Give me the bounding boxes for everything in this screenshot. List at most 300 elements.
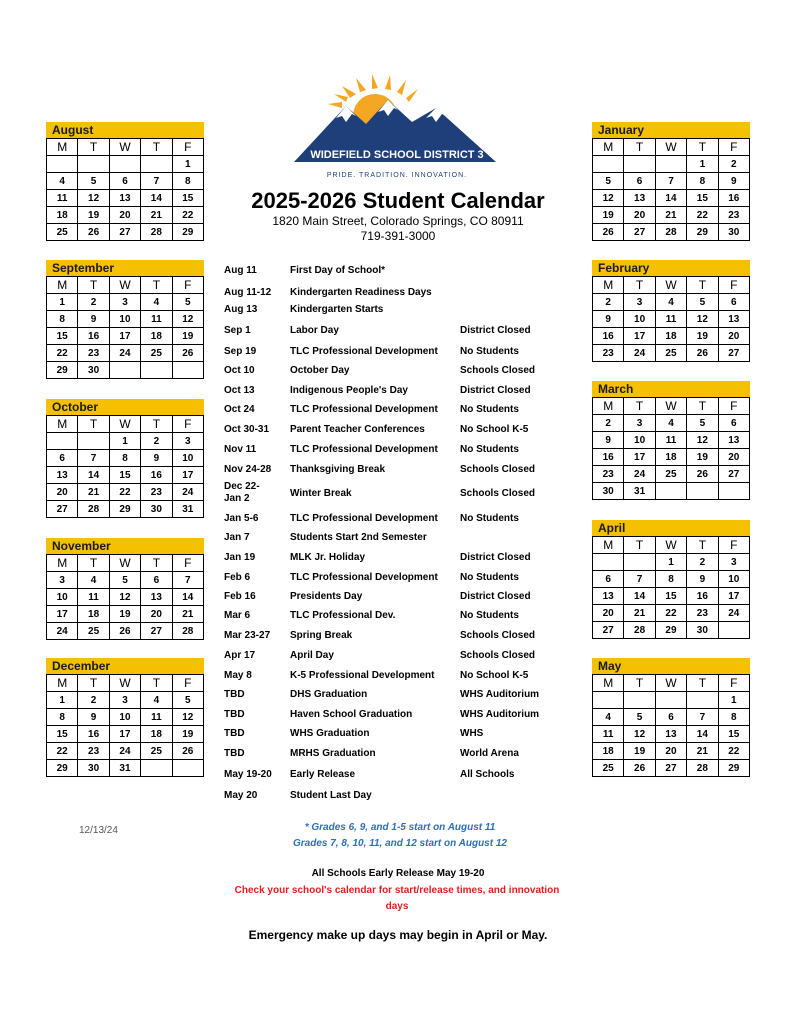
day-cell: 23 <box>718 207 749 224</box>
day-cell: 13 <box>718 311 749 328</box>
day-cell: 4 <box>141 692 172 709</box>
day-cell: 15 <box>47 328 78 345</box>
month-name: October <box>46 399 204 415</box>
day-cell: 27 <box>624 224 655 241</box>
weekday-header: F <box>172 139 203 156</box>
day-cell: 8 <box>47 311 78 328</box>
day-cell: 23 <box>141 484 172 501</box>
day-cell: 23 <box>78 345 109 362</box>
district-tagline: PRIDE. TRADITION. INNOVATION. <box>326 172 468 179</box>
day-cell: 29 <box>687 224 718 241</box>
week-row <box>593 345 750 362</box>
day-cell: 20 <box>109 207 140 224</box>
day-cell: 9 <box>141 450 172 467</box>
day-cell: 9 <box>78 709 109 726</box>
day-cell: 9 <box>593 311 624 328</box>
month-grid <box>46 554 204 640</box>
weekday-header: W <box>655 139 686 156</box>
day-cell: 7 <box>78 450 109 467</box>
day-cell: 24 <box>47 623 78 640</box>
day-cell: 12 <box>109 589 140 606</box>
weekday-header: W <box>655 398 686 415</box>
day-cell: 28 <box>78 501 109 518</box>
week-row <box>47 589 204 606</box>
week-row <box>593 760 750 777</box>
weekday-header: M <box>47 277 78 294</box>
day-cell: 17 <box>109 726 140 743</box>
weekday-header: T <box>624 398 655 415</box>
day-cell: 22 <box>47 743 78 760</box>
weekday-header: T <box>687 675 718 692</box>
week-row <box>47 572 204 589</box>
day-cell: 18 <box>593 743 624 760</box>
month-name: November <box>46 538 204 554</box>
day-cell: 8 <box>47 709 78 726</box>
weekday-header: M <box>593 398 624 415</box>
weekday-header: T <box>687 398 718 415</box>
week-row <box>593 554 750 571</box>
weekday-header: M <box>47 139 78 156</box>
day-cell: 26 <box>172 743 203 760</box>
day-cell: 19 <box>687 449 718 466</box>
day-cell: 25 <box>655 466 686 483</box>
day-cell: 14 <box>655 190 686 207</box>
day-cell: 17 <box>109 328 140 345</box>
day-cell: 3 <box>624 415 655 432</box>
day-cell: 25 <box>655 345 686 362</box>
day-cell <box>172 760 203 777</box>
day-cell: 21 <box>141 207 172 224</box>
week-row <box>593 190 750 207</box>
weekday-header: T <box>78 139 109 156</box>
week-row <box>47 726 204 743</box>
weekday-header: M <box>47 675 78 692</box>
day-cell: 1 <box>687 156 718 173</box>
day-cell: 5 <box>172 692 203 709</box>
day-cell: 20 <box>47 484 78 501</box>
day-cell: 7 <box>655 173 686 190</box>
day-cell: 18 <box>141 726 172 743</box>
weekday-header: T <box>141 416 172 433</box>
week-row <box>593 709 750 726</box>
week-row <box>593 743 750 760</box>
day-cell: 21 <box>78 484 109 501</box>
weekday-header: T <box>687 139 718 156</box>
day-cell: 26 <box>78 224 109 241</box>
day-cell <box>141 362 172 379</box>
day-cell: 12 <box>624 726 655 743</box>
day-cell: 20 <box>655 743 686 760</box>
day-cell: 18 <box>78 606 109 623</box>
weekday-header: W <box>655 675 686 692</box>
day-cell <box>624 156 655 173</box>
day-cell: 6 <box>718 415 749 432</box>
day-cell: 5 <box>109 572 140 589</box>
day-cell: 20 <box>718 449 749 466</box>
day-cell: 18 <box>655 449 686 466</box>
day-cell: 20 <box>593 605 624 622</box>
day-cell: 30 <box>78 760 109 777</box>
day-cell: 6 <box>624 173 655 190</box>
week-row <box>593 692 750 709</box>
day-cell: 22 <box>687 207 718 224</box>
weekday-header: T <box>78 277 109 294</box>
weekday-header: M <box>593 675 624 692</box>
week-row <box>47 362 204 379</box>
day-cell: 28 <box>687 760 718 777</box>
day-cell <box>78 156 109 173</box>
day-cell: 22 <box>172 207 203 224</box>
month-grid <box>592 397 750 500</box>
day-cell: 17 <box>624 449 655 466</box>
day-cell: 7 <box>624 571 655 588</box>
day-cell: 24 <box>624 345 655 362</box>
week-row <box>47 207 204 224</box>
day-cell: 20 <box>718 328 749 345</box>
day-cell <box>687 483 718 500</box>
month-grid <box>46 674 204 777</box>
day-cell: 2 <box>593 415 624 432</box>
day-cell: 29 <box>47 760 78 777</box>
month-name: August <box>46 122 204 138</box>
day-cell: 28 <box>624 622 655 639</box>
day-cell: 6 <box>47 450 78 467</box>
day-cell: 7 <box>687 709 718 726</box>
month-september <box>46 260 204 379</box>
weekday-header: W <box>109 139 140 156</box>
month-december <box>46 658 204 777</box>
day-cell: 11 <box>141 709 172 726</box>
month-name: January <box>592 122 750 138</box>
week-row <box>47 173 204 190</box>
day-cell: 12 <box>593 190 624 207</box>
day-cell: 20 <box>141 606 172 623</box>
week-row <box>593 588 750 605</box>
day-cell: 10 <box>172 450 203 467</box>
day-cell: 8 <box>172 173 203 190</box>
day-cell: 10 <box>47 589 78 606</box>
day-cell: 6 <box>109 173 140 190</box>
day-cell <box>109 362 140 379</box>
day-cell: 31 <box>624 483 655 500</box>
month-november <box>46 538 204 640</box>
day-cell: 26 <box>624 760 655 777</box>
day-cell: 8 <box>109 450 140 467</box>
day-cell: 31 <box>172 501 203 518</box>
month-february <box>592 260 750 362</box>
day-cell: 12 <box>78 190 109 207</box>
month-may <box>592 658 750 777</box>
day-cell: 13 <box>47 467 78 484</box>
page-title: 2025-2026 Student Calendar <box>251 188 545 213</box>
day-cell: 18 <box>141 328 172 345</box>
month-name: April <box>592 520 750 536</box>
day-cell: 27 <box>141 623 172 640</box>
day-cell: 13 <box>109 190 140 207</box>
day-cell: 29 <box>172 224 203 241</box>
day-cell: 16 <box>593 328 624 345</box>
day-cell: 3 <box>109 294 140 311</box>
grade-start-note-1: * Grades 6, 9, and 1-5 start on August 11 <box>304 822 496 833</box>
month-name: September <box>46 260 204 276</box>
day-cell: 24 <box>109 345 140 362</box>
week-row <box>47 345 204 362</box>
address: 1820 Main Street, Colorado Springs, CO 80911 <box>272 214 524 228</box>
day-cell: 27 <box>718 466 749 483</box>
day-cell: 4 <box>47 173 78 190</box>
day-cell: 13 <box>141 589 172 606</box>
day-cell: 17 <box>718 588 749 605</box>
day-cell: 23 <box>78 743 109 760</box>
weekday-header: F <box>718 537 749 554</box>
day-cell <box>47 156 78 173</box>
day-cell: 13 <box>718 432 749 449</box>
day-cell: 30 <box>78 362 109 379</box>
week-row <box>47 692 204 709</box>
week-row <box>47 190 204 207</box>
weekday-header: F <box>172 675 203 692</box>
day-cell: 17 <box>172 467 203 484</box>
day-cell: 16 <box>78 726 109 743</box>
weekday-header: M <box>47 555 78 572</box>
day-cell <box>47 433 78 450</box>
day-cell: 3 <box>624 294 655 311</box>
day-cell: 10 <box>718 571 749 588</box>
day-cell: 10 <box>109 311 140 328</box>
day-cell: 1 <box>655 554 686 571</box>
day-cell: 18 <box>655 328 686 345</box>
day-cell: 4 <box>655 415 686 432</box>
day-cell: 4 <box>141 294 172 311</box>
day-cell: 23 <box>593 345 624 362</box>
month-name: February <box>592 260 750 276</box>
week-row <box>47 484 204 501</box>
day-cell: 25 <box>141 743 172 760</box>
weekday-header: W <box>109 555 140 572</box>
day-cell: 15 <box>47 726 78 743</box>
day-cell <box>718 483 749 500</box>
month-august <box>46 122 204 241</box>
day-cell: 7 <box>141 173 172 190</box>
weekday-header: T <box>141 675 172 692</box>
week-row <box>47 450 204 467</box>
day-cell <box>593 692 624 709</box>
day-cell: 26 <box>687 466 718 483</box>
day-cell: 11 <box>655 432 686 449</box>
day-cell: 19 <box>172 726 203 743</box>
weekday-header: T <box>141 555 172 572</box>
week-row <box>47 760 204 777</box>
day-cell: 21 <box>687 743 718 760</box>
day-cell: 14 <box>687 726 718 743</box>
day-cell: 30 <box>593 483 624 500</box>
day-cell: 12 <box>172 311 203 328</box>
day-cell: 14 <box>172 589 203 606</box>
weekday-header: T <box>624 139 655 156</box>
day-cell: 25 <box>47 224 78 241</box>
day-cell: 14 <box>141 190 172 207</box>
day-cell: 27 <box>593 622 624 639</box>
day-cell: 4 <box>78 572 109 589</box>
weekday-header: M <box>593 139 624 156</box>
week-row <box>47 156 204 173</box>
day-cell: 27 <box>47 501 78 518</box>
day-cell: 25 <box>141 345 172 362</box>
day-cell <box>593 554 624 571</box>
weekday-header: T <box>78 675 109 692</box>
day-cell: 27 <box>718 345 749 362</box>
day-cell: 1 <box>109 433 140 450</box>
week-row <box>593 415 750 432</box>
day-cell: 13 <box>624 190 655 207</box>
day-cell: 19 <box>593 207 624 224</box>
day-cell: 30 <box>141 501 172 518</box>
day-cell: 27 <box>655 760 686 777</box>
day-cell: 6 <box>655 709 686 726</box>
day-cell: 24 <box>172 484 203 501</box>
month-grid <box>46 276 204 379</box>
month-grid <box>592 674 750 777</box>
day-cell: 15 <box>687 190 718 207</box>
day-cell: 11 <box>78 589 109 606</box>
week-row <box>593 449 750 466</box>
month-grid <box>592 536 750 639</box>
week-row <box>593 207 750 224</box>
day-cell: 15 <box>718 726 749 743</box>
day-cell: 19 <box>687 328 718 345</box>
day-cell: 2 <box>687 554 718 571</box>
day-cell: 17 <box>624 328 655 345</box>
day-cell: 19 <box>109 606 140 623</box>
week-row <box>47 743 204 760</box>
day-cell: 4 <box>655 294 686 311</box>
day-cell: 5 <box>687 415 718 432</box>
day-cell: 4 <box>593 709 624 726</box>
day-cell: 8 <box>655 571 686 588</box>
date-stamp: 12/13/24 <box>79 825 118 836</box>
day-cell <box>78 433 109 450</box>
day-cell: 11 <box>141 311 172 328</box>
day-cell: 22 <box>655 605 686 622</box>
month-name: March <box>592 381 750 397</box>
day-cell: 5 <box>78 173 109 190</box>
weekday-header: W <box>109 277 140 294</box>
weekday-header: T <box>141 277 172 294</box>
day-cell: 15 <box>109 467 140 484</box>
day-cell: 16 <box>593 449 624 466</box>
day-cell: 14 <box>624 588 655 605</box>
weekday-header: F <box>172 555 203 572</box>
day-cell: 26 <box>109 623 140 640</box>
day-cell: 10 <box>624 432 655 449</box>
day-cell: 12 <box>687 311 718 328</box>
day-cell: 23 <box>593 466 624 483</box>
day-cell: 3 <box>718 554 749 571</box>
week-row <box>593 311 750 328</box>
day-cell: 28 <box>172 623 203 640</box>
day-cell: 19 <box>624 743 655 760</box>
month-name: May <box>592 658 750 674</box>
weekday-header: T <box>78 555 109 572</box>
week-row <box>47 311 204 328</box>
week-row <box>593 571 750 588</box>
day-cell <box>624 554 655 571</box>
day-cell: 11 <box>47 190 78 207</box>
week-row <box>593 173 750 190</box>
month-march <box>592 381 750 500</box>
day-cell <box>655 483 686 500</box>
day-cell: 24 <box>109 743 140 760</box>
day-cell: 29 <box>109 501 140 518</box>
day-cell: 8 <box>718 709 749 726</box>
weekday-header: T <box>78 416 109 433</box>
day-cell: 2 <box>718 156 749 173</box>
day-cell: 1 <box>718 692 749 709</box>
day-cell: 13 <box>593 588 624 605</box>
check-calendar-note: Check your school's calendar for start/release times, and innovation days <box>234 885 560 912</box>
weekday-header: F <box>172 416 203 433</box>
day-cell: 6 <box>141 572 172 589</box>
weekday-header: M <box>593 537 624 554</box>
weekday-header: M <box>593 277 624 294</box>
day-cell <box>109 156 140 173</box>
day-cell: 5 <box>172 294 203 311</box>
day-cell <box>593 156 624 173</box>
day-cell: 19 <box>78 207 109 224</box>
day-cell: 19 <box>172 328 203 345</box>
month-grid <box>46 415 204 518</box>
weekday-header: F <box>718 675 749 692</box>
day-cell: 28 <box>655 224 686 241</box>
day-cell: 3 <box>109 692 140 709</box>
weekday-header: F <box>718 277 749 294</box>
month-grid <box>592 138 750 241</box>
day-cell: 13 <box>655 726 686 743</box>
week-row <box>593 622 750 639</box>
weekday-header: W <box>109 675 140 692</box>
day-cell: 1 <box>172 156 203 173</box>
day-cell: 5 <box>593 173 624 190</box>
day-cell: 2 <box>141 433 172 450</box>
day-cell: 30 <box>687 622 718 639</box>
day-cell: 26 <box>687 345 718 362</box>
day-cell: 29 <box>47 362 78 379</box>
day-cell: 5 <box>624 709 655 726</box>
day-cell: 21 <box>624 605 655 622</box>
week-row <box>47 709 204 726</box>
week-row <box>593 466 750 483</box>
emergency-note: Emergency make up days may begin in April or May. <box>248 928 548 942</box>
week-row <box>593 483 750 500</box>
week-row <box>593 432 750 449</box>
day-cell: 22 <box>109 484 140 501</box>
day-cell: 21 <box>655 207 686 224</box>
day-cell <box>172 362 203 379</box>
mountain-sun-logo-icon <box>290 64 504 184</box>
week-row <box>47 224 204 241</box>
day-cell: 24 <box>624 466 655 483</box>
weekday-header: F <box>172 277 203 294</box>
day-cell <box>718 622 749 639</box>
day-cell: 5 <box>687 294 718 311</box>
day-cell: 29 <box>655 622 686 639</box>
weekday-header: T <box>624 277 655 294</box>
day-cell: 9 <box>718 173 749 190</box>
day-cell <box>624 692 655 709</box>
day-cell: 1 <box>47 692 78 709</box>
weekday-header: M <box>47 416 78 433</box>
month-name: December <box>46 658 204 674</box>
